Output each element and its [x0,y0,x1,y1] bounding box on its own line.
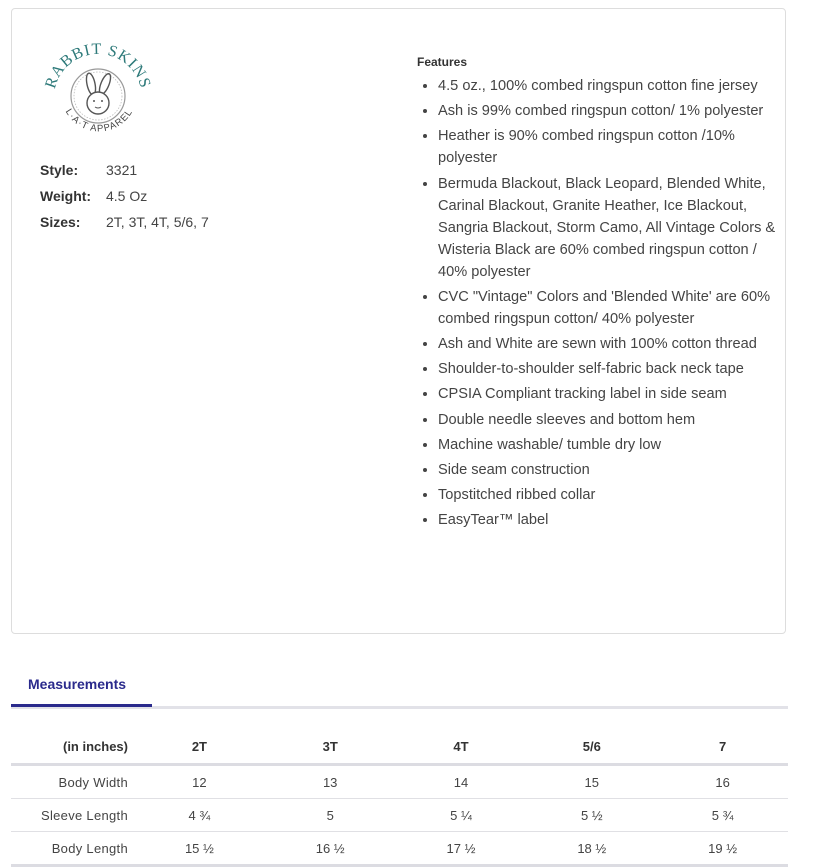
feature-item: • 4.5 oz., 100% combed ringspun cotton fine jersey [438,75,787,97]
feature-item: • Ash and White are sewn with 100% cotton thread [438,333,787,355]
svg-text:RABBIT SKINS [42,41,154,91]
spec-label: Sizes: [40,214,81,230]
rabbit-skins-logo [38,36,156,140]
feature-item: • Machine washable/ tumble dry low [438,434,787,456]
table-cell: 5 [265,799,396,832]
table-cell: 18 ½ [526,832,657,866]
spec-label: Style: [40,162,79,178]
logo-text-top: RABBIT SKINS [42,40,154,91]
spec-weight [40,183,209,209]
table-cell: 5 ¾ [657,799,788,832]
logo-text-bottom: L·A·T APPAREL [62,106,136,135]
spec-style [40,157,209,183]
features-section [417,55,787,534]
table-cell: 13 [265,765,396,799]
row-label: Body Length [11,832,134,866]
measurements-table [11,730,788,867]
table-cell: 15 [526,765,657,799]
table-cell: 4 ¾ [134,799,265,832]
table-cell: 16 ½ [265,832,396,866]
feature-item: • CPSIA Compliant tracking label in side seam [438,383,787,405]
table-cell: 14 [396,765,527,799]
row-label: Body Width [11,765,134,799]
table-cell: 12 [134,765,265,799]
feature-item: • Ash is 99% combed ringspun cotton/ 1% polyester [438,100,787,122]
column-header: 2T [134,730,265,765]
spec-value: 3321 [106,162,138,178]
table-cell: 5 ¼ [396,799,527,832]
product-specs [40,157,209,235]
features-list [417,75,787,531]
column-header: 5/6 [526,730,657,765]
feature-item: • EasyTear™ label [438,509,787,531]
feature-item: • Topstitched ribbed collar [438,484,787,506]
table-row [11,832,788,866]
tab-bar [11,660,788,707]
table-cell: 15 ½ [134,832,265,866]
feature-item: • Side seam construction [438,459,787,481]
table-cell: 16 [657,765,788,799]
column-header: 7 [657,730,788,765]
table-cell: 17 ½ [396,832,527,866]
table-cell: 19 ½ [657,832,788,866]
table-header-row [11,730,788,765]
table-row [11,799,788,832]
tab-measurements[interactable]: Measurements [11,660,152,707]
column-header: 4T [396,730,527,765]
spec-value: 2T, 3T, 4T, 5/6, 7 [106,214,209,230]
spec-value: 4.5 Oz [106,188,148,204]
feature-item: • Bermuda Blackout, Black Leopard, Blended White, Carinal Blackout, Granite Heather, Ice Blackout, Sangria Blackout, Storm Camo, All Vintage Colors & Wisteria Black are 60% combed ringspun cotton / 40% polyester [438,173,787,283]
feature-item: • Double needle sleeves and bottom hem [438,409,787,431]
spec-sizes [40,209,209,235]
features-title: Features [417,55,468,69]
product-details-card [11,8,786,634]
table-row [11,765,788,799]
feature-item: • Heather is 90% combed ringspun cotton /10% polyester [438,125,787,169]
feature-item: • CVC "Vintage" Colors and 'Blended White' are 60% combed ringspun cotton/ 40% polyester [438,286,787,330]
table-cell: 5 ½ [526,799,657,832]
unit-header: (in inches) [11,730,134,765]
feature-item: • Shoulder-to-shoulder self-fabric back neck tape [438,358,787,380]
row-label: Sleeve Length [11,799,134,832]
spec-label: Weight: [40,188,92,204]
column-header: 3T [265,730,396,765]
